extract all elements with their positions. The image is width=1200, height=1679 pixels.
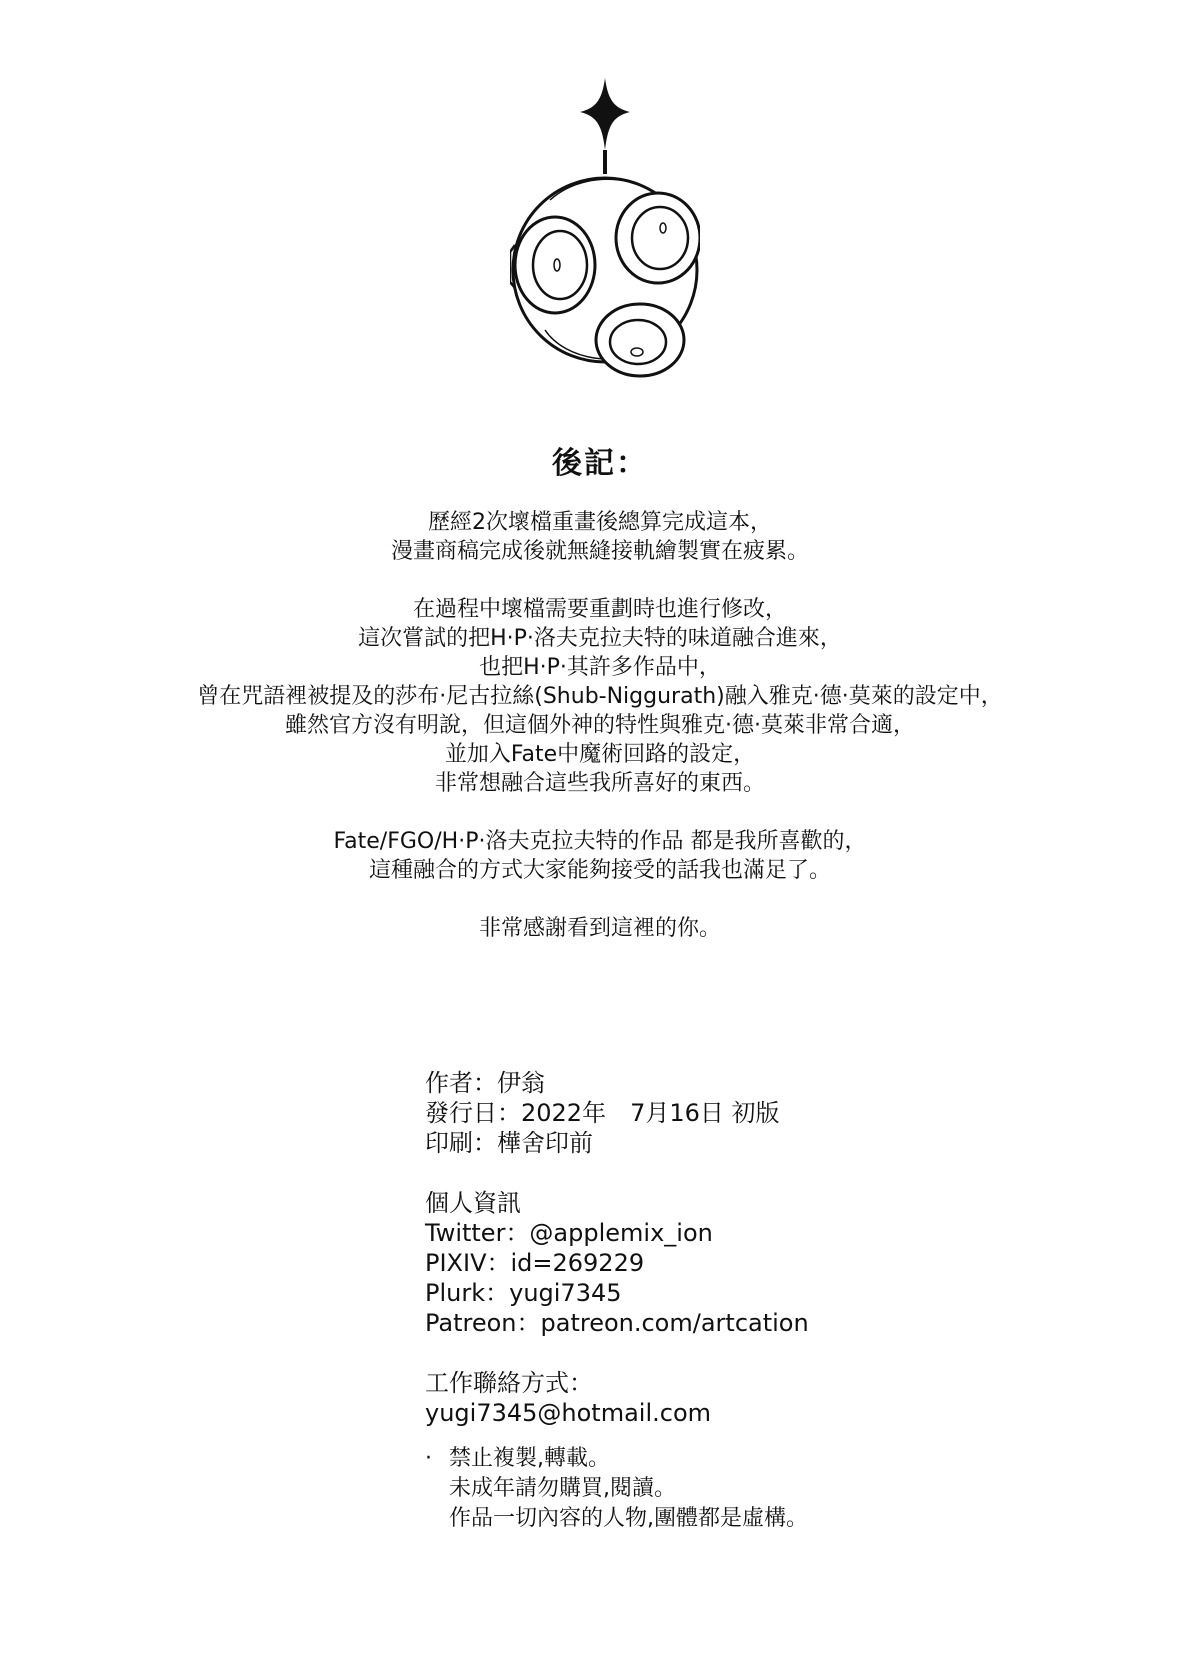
orb-port-left [515, 217, 595, 313]
pixiv-line: PIXIV：id=269229 [425, 1249, 645, 1277]
contact-heading: 工作聯絡方式： [425, 1369, 593, 1397]
legal-notice [425, 1444, 808, 1534]
afterword-paragraph [0, 508, 1200, 566]
contact-email: yugi7345@hotmail.com [425, 1399, 712, 1427]
afterword-line: 雖然官方沒有明說，但這個外神的特性與雅克·德·莫萊非常合適， [285, 713, 915, 738]
afterword-line: Fate/FGO/H·P·洛夫克拉夫特的作品 都是我所喜歡的， [333, 829, 867, 854]
patreon-line: Patreon：patreon.com/artcation [425, 1309, 809, 1337]
afterword-line: 在過程中壞檔需要重劃時也進行修改， [412, 597, 787, 622]
afterword-paragraph [0, 595, 1200, 798]
afterword-paragraph [0, 914, 1200, 943]
afterword-line: 這種融合的方式大家能夠接受的話我也滿足了。 [368, 858, 831, 883]
notice-line: · 禁止複製,轉載。 [425, 1444, 808, 1474]
afterword-line: 並加入Fate中魔術回路的設定， [444, 742, 756, 767]
personal-info [425, 1188, 809, 1338]
notice-line: 作品一切內容的人物,團體都是虛構。 [449, 1506, 808, 1531]
afterword-line: 漫畫商稿完成後就無縫接軌繪製實在疲累。 [390, 539, 809, 564]
afterword-body [0, 508, 1200, 972]
afterword-line: 歷經2次壞檔重畫後總算完成這本， [428, 510, 772, 535]
printer-line: 印刷：樺舍印前 [425, 1129, 593, 1157]
release-date-line: 發行日：2022年 7月16日 初版 [425, 1099, 780, 1127]
publication-info [425, 1068, 809, 1158]
afterword-line: 曾在咒語裡被提及的莎布·尼古拉絲(Shub-Niggurath)融入雅克·德·莫萊的設定中， [197, 684, 1003, 709]
afterword-line: 也把H·P·其許多作品中， [479, 655, 721, 680]
orb-port-right [616, 193, 700, 283]
contact-info [425, 1368, 809, 1428]
author-line: 作者：伊翁 [425, 1069, 545, 1097]
plurk-line: Plurk：yugi7345 [425, 1279, 622, 1307]
personal-info-heading: 個人資訊 [425, 1189, 521, 1217]
notice-line: 未成年請勿購買,閱讀。 [449, 1476, 676, 1501]
spiked-orb-with-star-icon [510, 70, 700, 400]
orb-port-bottom [596, 304, 684, 376]
afterword-line: 非常感謝看到這裡的你。 [478, 916, 721, 941]
afterword-line: 非常想融合這些我所喜好的東西。 [434, 771, 765, 796]
star-shape [580, 78, 630, 150]
bullet-icon: · [425, 1446, 432, 1471]
afterword-line: 這次嘗試的把H·P·洛夫克拉夫特的味道融合進來， [358, 626, 842, 651]
afterword-title: 後記： [552, 446, 648, 481]
colophon [425, 1068, 809, 1458]
afterword-paragraph [0, 827, 1200, 885]
twitter-line: Twitter：@applemix_ion [425, 1219, 713, 1247]
